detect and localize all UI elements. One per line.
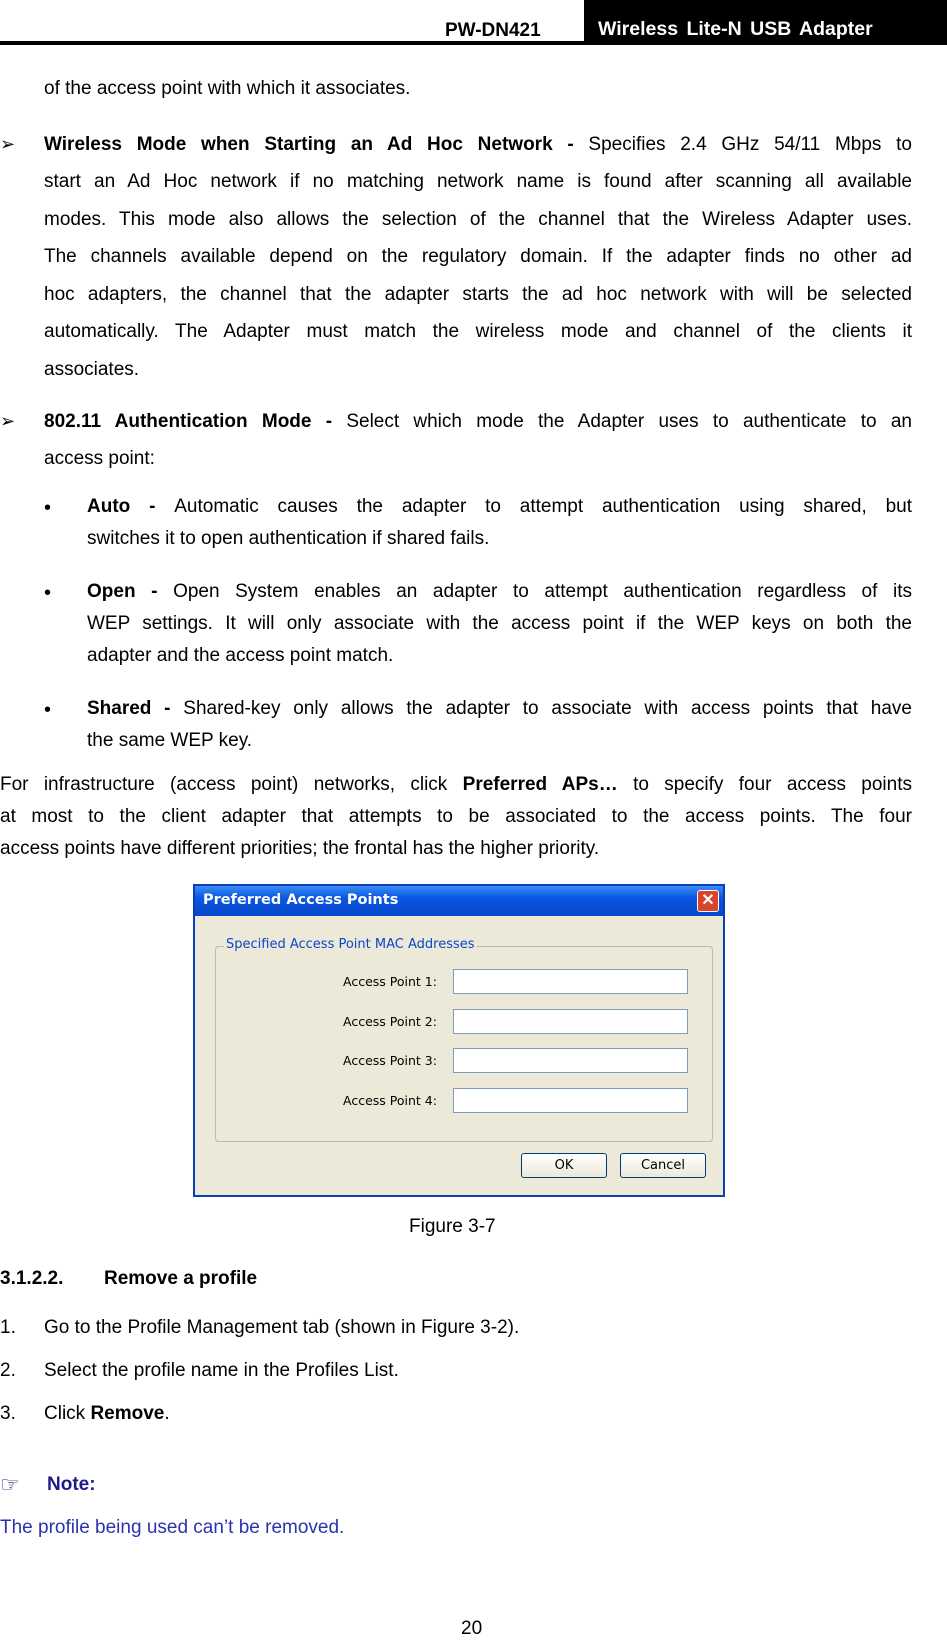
open-line-3: adapter and the access point match.: [87, 645, 394, 666]
step-3: 3. Click Remove.: [0, 1403, 170, 1424]
step-1: 1. Go to the Profile Management tab (shown in Figure 3-2).: [0, 1317, 520, 1338]
wireless-mode-line-2: start an Ad Hoc network if no matching network name is found after scanning all available: [44, 171, 912, 192]
note-label: Note:: [47, 1474, 96, 1495]
wireless-mode-line-1: Wireless Mode when Starting an Ad Hoc Network - Specifies 2.4 GHz 54/11 Mbps to: [44, 134, 912, 155]
group-label: Specified Access Point MAC Addresses: [226, 937, 475, 952]
access-point-2-label: Access Point 2:: [343, 1014, 437, 1029]
bullet-dot-icon: •: [44, 582, 52, 604]
wireless-mode-line-6: automatically. The Adapter must match the wireless mode and channel of the clients it: [44, 321, 912, 342]
pointing-hand-icon: ☞: [0, 1472, 20, 1497]
infra-line-3: access points have different priorities; the frontal has the higher priority.: [0, 838, 600, 859]
doc-title: Wireless Lite-N USB Adapter: [584, 0, 947, 44]
auth-mode-line-2: access point:: [44, 448, 155, 469]
wireless-mode-line-7: associates.: [44, 359, 140, 380]
open-line-1: Open - Open System enables an adapter to attempt authentication regardless of its: [87, 581, 912, 602]
access-point-4-label: Access Point 4:: [343, 1093, 437, 1108]
preferred-access-points-dialog: [193, 884, 725, 1197]
close-icon[interactable]: ✕: [697, 890, 719, 912]
wireless-mode-line-5: hoc adapters, the channel that the adapter starts the ad hoc network with will be selected: [44, 284, 912, 305]
auth-mode-line-1: 802.11 Authentication Mode - Select which mode the Adapter uses to authenticate to an: [44, 411, 912, 432]
figure-caption: Figure 3-7: [409, 1216, 496, 1237]
shared-line-2: the same WEP key.: [87, 730, 253, 751]
intro-line: of the access point with which it associates.: [44, 78, 411, 99]
cancel-button[interactable]: Cancel: [620, 1153, 706, 1178]
dialog-title-bar: [195, 886, 723, 916]
note-text: The profile being used can’t be removed.: [0, 1517, 345, 1538]
infra-line-1: For infrastructure (access point) networks, click Preferred APs… to specify four access points: [0, 774, 912, 795]
mac-address-group: [215, 937, 713, 1142]
page-number: 20: [461, 1618, 483, 1639]
ok-button[interactable]: OK: [521, 1153, 607, 1178]
shared-line-1: Shared - Shared-key only allows the adapter to associate with access points that have: [87, 698, 912, 719]
open-line-2: WEP settings. It will only associate with the access point if the WEP keys on both the: [87, 613, 912, 634]
arrow-bullet-icon: ➢: [0, 134, 16, 154]
access-point-1-input[interactable]: [453, 969, 688, 994]
bullet-dot-icon: •: [44, 699, 52, 721]
access-point-3-input[interactable]: [453, 1048, 688, 1073]
arrow-bullet-icon: ➢: [0, 411, 16, 431]
access-point-4-input[interactable]: [453, 1088, 688, 1113]
access-point-1-label: Access Point 1:: [343, 974, 437, 989]
wireless-mode-line-3: modes. This mode also allows the selection of the channel that the Wireless Adapter uses.: [44, 209, 912, 230]
bullet-dot-icon: •: [44, 497, 52, 519]
dialog-title: Preferred Access Points: [203, 892, 399, 908]
wireless-mode-line-4: The channels available depend on the regulatory domain. If the adapter finds no other ad: [44, 246, 912, 267]
step-2: 2. Select the profile name in the Profiles List.: [0, 1360, 399, 1381]
section-heading: 3.1.2.2. Remove a profile: [0, 1268, 258, 1289]
access-point-3-label: Access Point 3:: [343, 1053, 437, 1068]
header-rule: [0, 41, 947, 45]
auto-line-2: switches it to open authentication if shared fails.: [87, 528, 490, 549]
doc-model: PW-DN421: [445, 20, 541, 41]
infra-line-2: at most to the client adapter that attempts to be associated to the access points. The four: [0, 806, 912, 827]
auto-line-1: Auto - Automatic causes the adapter to attempt authentication using shared, but: [87, 496, 912, 517]
access-point-2-input[interactable]: [453, 1009, 688, 1034]
